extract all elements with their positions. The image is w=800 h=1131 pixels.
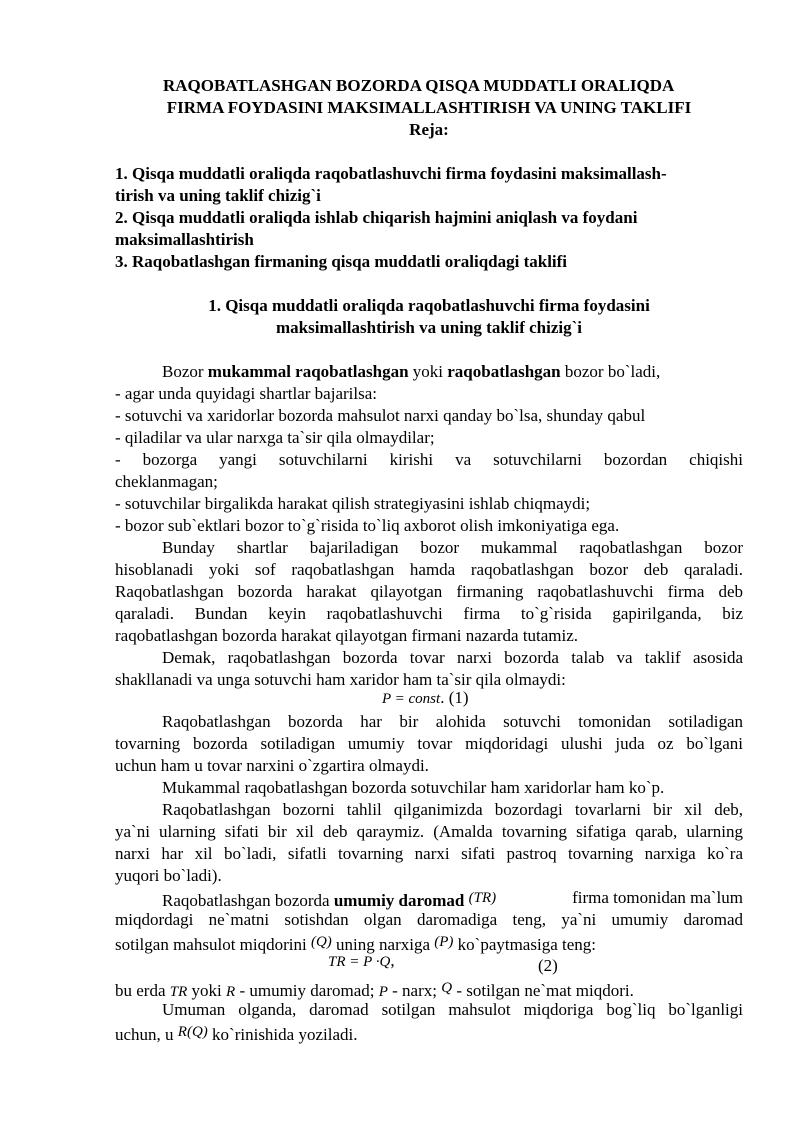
paragraph-1-line-1: [162, 361, 660, 383]
body-line: yuqori bo`ladi).: [115, 866, 222, 885]
text-fragment: ko`rinishida yoziladi.: [207, 1025, 358, 1044]
body-line: Raqobatlashgan bozorda har bir alohida sotuvchi tomonidan sotiladigan: [162, 712, 743, 731]
math-q: Q: [441, 980, 453, 996]
body-line: ya`ni ularning sifati bir xil deb qaraymiz. (Amalda tovarning sifatiga qarab, ularning: [115, 822, 743, 841]
term-perfect-competition: mukammal raqobatlashgan: [207, 362, 409, 381]
body-line: Raqobatlashgan bozorni tahlil qilganimizda bozordagi tovarlarni bir xil deb,: [162, 800, 743, 819]
title-line-2: FIRMA FOYDASINI MAKSIMALLASHTIRISH VA UNING TAKLIFI: [166, 98, 692, 117]
text-fragment: uning narxiga: [331, 935, 435, 954]
section-heading-line-2: maksimallashtirish va uning taklif chizig`i: [275, 318, 583, 337]
text-fragment: - narx;: [387, 981, 442, 1000]
term-competitive: raqobatlashgan: [447, 362, 561, 381]
body-line: raqobatlashgan bozorda harakat qilayotgan firmani nazarda tutamiz.: [115, 626, 579, 645]
equation-1-formula: P = const: [382, 691, 441, 707]
math-tr: (TR): [468, 890, 497, 906]
body-line: [115, 1021, 357, 1046]
body-line: Mukammal raqobatlashgan bozorda sotuvchilar ham xaridorlar ham ko`p.: [162, 778, 665, 797]
text-fragment: ko`paytmasiga teng:: [453, 935, 596, 954]
text-fragment: ,: [390, 951, 395, 970]
math-r: R: [226, 984, 236, 1000]
section-heading-line-1: 1. Qisqa muddatli oraliqda raqobatlashuvchi firma foydasini: [208, 296, 650, 315]
body-line: tovarning bozorda sotiladigan umumiy tovar miqdoridagi ulushi juda oz bo`lgani: [115, 734, 743, 753]
body-line: shakllanadi va unga sotuvchi ham xaridor ham ta`sir qila olmaydi:: [115, 670, 566, 689]
body-line: qaraladi. Bundan keyin raqobatlashuvchi firma to`g`risida gapirilganda, biz: [115, 604, 743, 623]
body-line: Raqobatlashgan bozorda harakat qilayotgan firmaning raqobatlashuvchi firma deb: [115, 582, 743, 601]
text-fragment: - sotilgan ne`mat miqdori.: [452, 981, 634, 1000]
body-line: hisoblanadi yoki sof raqobatlashgan hamda raqobatlashgan bozor deb qaraladi.: [115, 560, 743, 579]
plan-item-3: 3. Raqobatlashgan firmaning qisqa muddatli oraliqdagi taklifi: [115, 252, 568, 271]
math-q: (Q): [310, 934, 332, 950]
equation-2-number: (2): [538, 956, 558, 975]
term-total-revenue: umumiy daromad: [333, 891, 465, 910]
text-fragment: sotilgan mahsulot miqdorini: [115, 935, 311, 954]
plan-label: Reja:: [409, 120, 449, 139]
plan-item-2-line-2: maksimallashtirish: [115, 230, 254, 249]
body-line: - agar unda quyidagi shartlar bajarilsa:: [115, 384, 377, 403]
body-line: Umuman olganda, daromad sotilgan mahsulot miqdoriga bog`liq bo`lganligi: [162, 1000, 743, 1019]
plan-item-2-line-1: 2. Qisqa muddatli oraliqda ishlab chiqarish hajmini aniqlash va foydani: [115, 208, 638, 227]
body-line: Demak, raqobatlashgan bozorda tovar narxi bozorda talab va taklif asosida: [162, 648, 743, 667]
title-line-1: RAQOBATLASHGAN BOZORDA QISQA MUDDATLI ORALIQDA: [163, 76, 675, 95]
math-rq: R(Q): [177, 1024, 208, 1040]
equation-1: [382, 687, 469, 710]
equation-2: [328, 950, 395, 973]
math-p: (P): [434, 934, 454, 950]
text-fragment: yoki: [187, 981, 227, 1000]
body-line: - bozor sub`ektlari bozor to`g`risida to`liq axborot olish imkoniyatiga ega.: [115, 516, 620, 535]
body-line: narxi har xil bo`ladi, sifatli tovarning narxi sifati pastroq tovarning narxiga ko`ra: [115, 844, 743, 863]
text-fragment: bu erda: [115, 981, 170, 1000]
body-line: miqdordagi ne`matni sotishdan olgan daromadiga teng, ya`ni umumiy daromad: [115, 910, 743, 929]
text-fragment: bozor bo`ladi,: [560, 362, 661, 381]
math-tr: TR: [169, 984, 188, 1000]
text-fragment: firma tomonidan ma`lum: [572, 888, 743, 907]
body-line: cheklanmagan;: [115, 472, 218, 491]
text-fragment: uchun, u: [115, 1025, 178, 1044]
text-fragment: Raqobatlashgan bozorda: [162, 891, 334, 910]
page-title: [140, 75, 768, 97]
equation-1-number: . (1): [440, 688, 469, 707]
body-line: - sotuvchi va xaridorlar bozorda mahsulot narxi qanday bo`lsa, shunday qabul: [115, 406, 646, 425]
text-fragment: - umumiy daromad;: [235, 981, 379, 1000]
plan-item-1-line-2: tirish va uning taklif chizig`i: [115, 186, 321, 205]
math-p: P: [378, 984, 388, 1000]
equation-2-formula: TR = P ·Q: [328, 954, 391, 970]
body-line: - sotuvchilar birgalikda harakat qilish strategiyasini ishlab chiqmaydi;: [115, 494, 591, 513]
body-line: - bozorga yangi sotuvchilarni kirishi va sotuvchilarni bozordan chiqishi: [115, 450, 743, 469]
plan-item-1-line-1: 1. Qisqa muddatli oraliqda raqobatlashuvchi firma foydasini maksimallash-: [115, 164, 667, 183]
body-line: uchun ham u tovar narxini o`zgartira olmaydi.: [115, 756, 429, 775]
text-fragment: yoki: [408, 362, 448, 381]
text-fragment: Bozor: [162, 362, 208, 381]
body-line: Bunday shartlar bajariladigan bozor mukammal raqobatlashgan bozor: [162, 538, 743, 557]
body-line: - qiladilar va ular narxga ta`sir qila olmaydilar;: [115, 428, 435, 447]
